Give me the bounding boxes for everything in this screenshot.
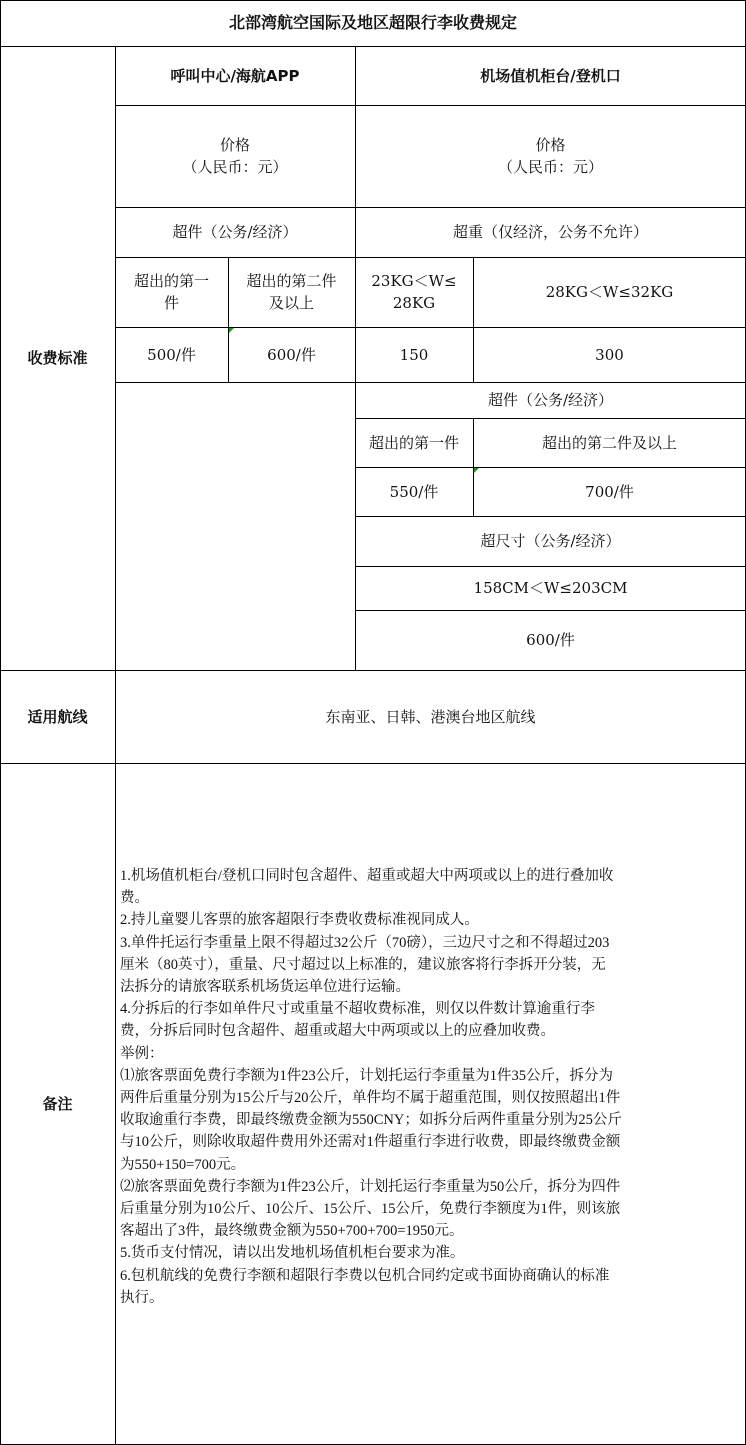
airport-second-extra-price: 700/件 — [585, 482, 634, 501]
label-line: 件 — [163, 294, 179, 312]
note-line: 两件后重量分别为15公斤与20公斤，单件均不属于超重范围，则仅按照超出1件 — [120, 1090, 621, 1107]
airport-second-extra-label: 超出的第二件及以上 — [541, 433, 677, 452]
note-line: 费，分拆后同时包含超件、超重或超大中两项或以上的应叠加收费。 — [120, 1023, 555, 1040]
note-line: 为550+150=700元。 — [120, 1156, 246, 1173]
label-line: 超出的第二件 — [246, 272, 337, 290]
airport-overweight-label: 超重（仅经济，公务不允许） — [452, 223, 648, 241]
airport-first-extra-price: 550/件 — [389, 482, 439, 501]
price-label-line: 价格 — [535, 136, 566, 154]
call-center-first-extra-label — [115, 257, 228, 327]
note-line: 5.货币支付情况，请以出发地机场值机柜台要求为准。 — [120, 1245, 465, 1262]
note-line: 执行。 — [120, 1289, 164, 1306]
note-line: 举例： — [120, 1045, 164, 1062]
call-center-header: 呼叫中心/海航APP — [170, 66, 300, 85]
note-line: 客超出了3件，最终缴费金额为550+700+700=1950元。 — [120, 1223, 464, 1240]
airport-counter-header: 机场值机柜台/登机口 — [480, 66, 621, 85]
note-line: 后重量分别为10公斤、10公斤、15公斤、15公斤，免费行李额度为1件，则该旅 — [120, 1201, 621, 1218]
notes-text — [120, 865, 742, 1309]
note-line: 厘米（80英寸），重量、尺寸超过以上标准的，建议旅客将行李拆开分装，无 — [120, 956, 606, 973]
notes-section-label: 备注 — [42, 1095, 73, 1113]
currency-label-line: （人民币：元） — [497, 158, 603, 176]
oversize-range: 158CM＜W≤203CM — [473, 579, 628, 597]
note-line: ⑴旅客票面免费行李额为1件23公斤，计划托运行李重量为1件35公斤，拆分为 — [120, 1067, 613, 1084]
note-line: 4.分拆后的行李如单件尺寸或重量不超收费标准，则仅以件数计算逾重行李 — [120, 1001, 595, 1018]
routes-section-label: 适用航线 — [27, 707, 88, 726]
weight-range-1 — [355, 257, 473, 327]
call-center-first-extra-price: 500/件 — [147, 345, 196, 364]
note-line: 法拆分的请旅客联系机场货运单位进行运输。 — [120, 979, 410, 996]
label-line: 23KG＜W≤ — [371, 272, 457, 290]
weight-range-2: 28KG＜W≤32KG — [545, 283, 674, 301]
weight-price-1: 150 — [399, 345, 429, 364]
note-line: ⑵旅客票面免费行李额为1件23公斤，计划托运行李重量为50公斤，拆分为四件 — [120, 1178, 621, 1195]
fees-section-label: 收费标准 — [27, 349, 88, 367]
call-center-second-extra-price: 600/件 — [267, 345, 316, 364]
note-line: 2.持儿童婴儿客票的旅客超限行李费收费标准视同成人。 — [120, 912, 479, 929]
note-line: 1.机场值机柜台/登机口同时包含超件、超重或超大中两项或以上的进行叠加收 — [120, 868, 614, 884]
call-center-price-label — [115, 105, 355, 207]
airport-excess-pieces-label: 超件（公务/经济） — [487, 391, 614, 409]
currency-label-line: （人民币：元） — [182, 158, 288, 176]
note-line: 收取逾重行李费，即最终缴费金额为550CNY；如拆分后两件重量分别为25公斤 — [120, 1112, 622, 1129]
label-line: 超出的第一 — [133, 272, 209, 290]
airport-first-extra-label: 超出的第一件 — [368, 433, 459, 452]
page-title: 北部湾航空国际及地区超限行李收费规定 — [228, 13, 517, 32]
note-line: 3.单件托运行李重量上限不得超过32公斤（70磅），三边尺寸之和不得超过203 — [120, 934, 610, 951]
call-center-excess-pieces-label: 超件（公务/经济） — [172, 223, 298, 241]
label-line: 及以上 — [268, 294, 314, 312]
note-line: 6.包机航线的免费行李额和超限行李费以包机合同约定或书面协商确认的标准 — [120, 1267, 610, 1284]
price-label-line: 价格 — [219, 136, 250, 154]
oversize-label: 超尺寸（公务/经济） — [480, 532, 621, 550]
oversize-price: 600/件 — [526, 631, 575, 649]
label-line: 28KG — [392, 294, 436, 312]
note-line: 与10公斤，则除收取超件费用外还需对1件超重行李进行收费，即最终缴费金额 — [120, 1134, 621, 1151]
call-center-second-extra-label — [228, 257, 355, 327]
note-line: 费。 — [120, 890, 149, 907]
applicable-routes: 东南亚、日韩、港澳台地区航线 — [325, 707, 536, 726]
weight-price-2: 300 — [595, 345, 624, 364]
airport-price-label — [355, 105, 746, 207]
